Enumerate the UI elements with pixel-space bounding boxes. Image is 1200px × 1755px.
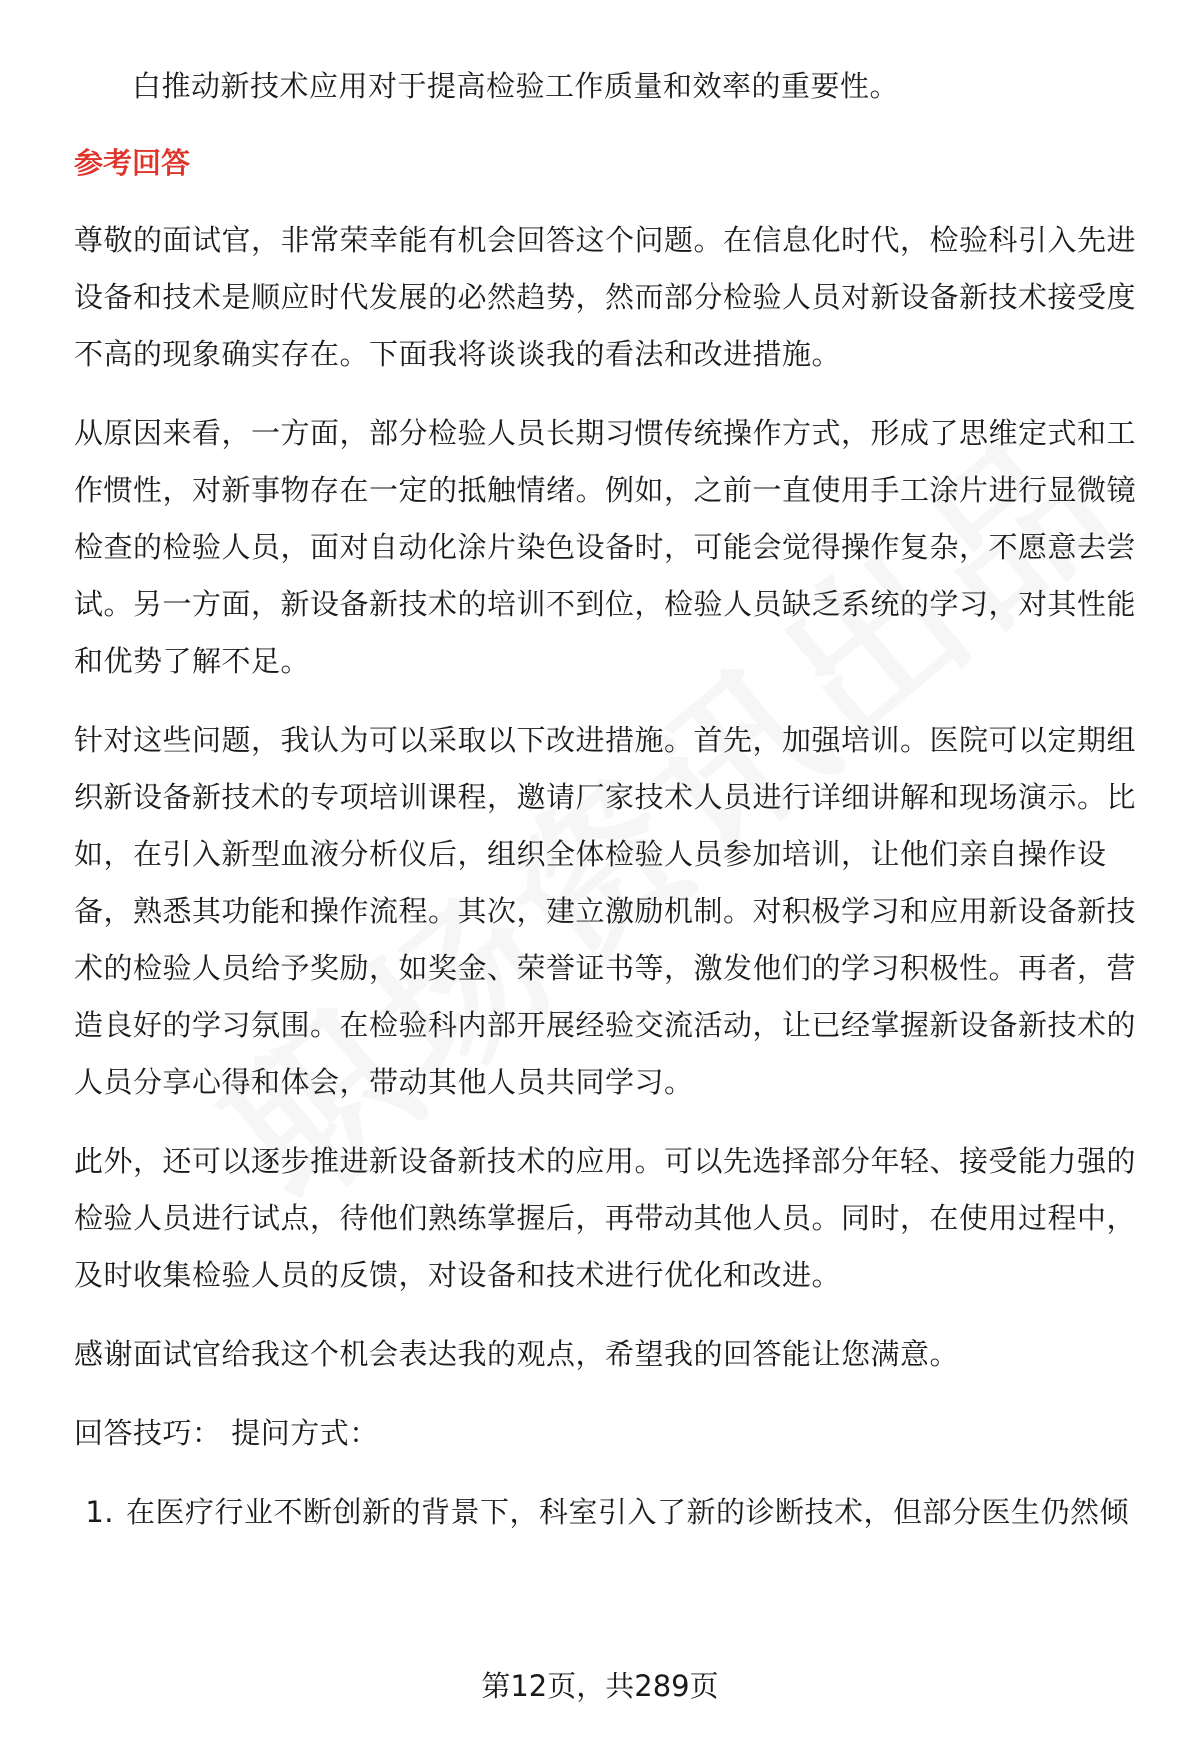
intro-line: 白推动新技术应用对于提高检验工作质量和效率的重要性。 [132,69,900,103]
page-content [74,58,1136,1541]
paragraph-greeting: 尊敬的面试官，非常荣幸能有机会回答这个问题。在信息化时代，检验科引入先进设备和技术是顺应时代发展的必然趋势，然而部分检验人员对新设备新技术接受度不高的现象确实存在。下面我将谈谈我的看法和改进措施。 [74,223,1137,371]
paragraph-tips-label: 回答技巧： 提问方式： [74,1416,379,1450]
list-item [74,1484,1136,1541]
paragraph-causes: 从原因来看，一方面，部分检验人员长期习惯传统操作方式，形成了思维定式和工作惯性，对新事物存在一定的抵触情绪。例如，之前一直使用手工涂片进行显微镜检查的检验人员，面对自动化涂片染色设备时，可能会觉得操作复杂，不愿意去尝试。另一方面，新设备新技术的培训不到位，检验人员缺乏系统的学习，对其性能和优势了解不足。 [74,416,1137,678]
paragraph-thanks: 感谢面试官给我这个机会表达我的观点，希望我的回答能让您满意。 [74,1337,960,1371]
section-heading: 参考回答 [74,146,191,180]
list-item-number: 1. [85,1495,114,1529]
list-item-text: 在医疗行业不断创新的背景下，科室引入了新的诊断技术，但部分医生仍然倾 [126,1495,1130,1529]
paragraph-measures: 针对这些问题，我认为可以采取以下改进措施。首先，加强培训。医院可以定期组织新设备新技术的专项培训课程，邀请厂家技术人员进行详细讲解和现场演示。比如，在引入新型血液分析仪后，组织全体检验人员参加培训，让他们亲自操作设备，熟悉其功能和操作流程。其次，建立激励机制。对积极学习和应用新设备新技术的检验人员给予奖励，如奖金、荣誉证书等，激发他们的学习积极性。再者，营造良好的学习氛围。在检验科内部开展经验交流活动，让已经掌握新设备新技术的人员分享心得和体会，带动其他人员共同学习。 [74,723,1137,1099]
page-footer: 第12页，共289页 [481,1669,719,1703]
paragraph-gradual: 此外，还可以逐步推进新设备新技术的应用。可以先选择部分年轻、接受能力强的检验人员进行试点，待他们熟练掌握后，再带动其他人员。同时，在使用过程中，及时收集检验人员的反馈，对设备和技术进行优化和改进。 [74,1144,1137,1292]
